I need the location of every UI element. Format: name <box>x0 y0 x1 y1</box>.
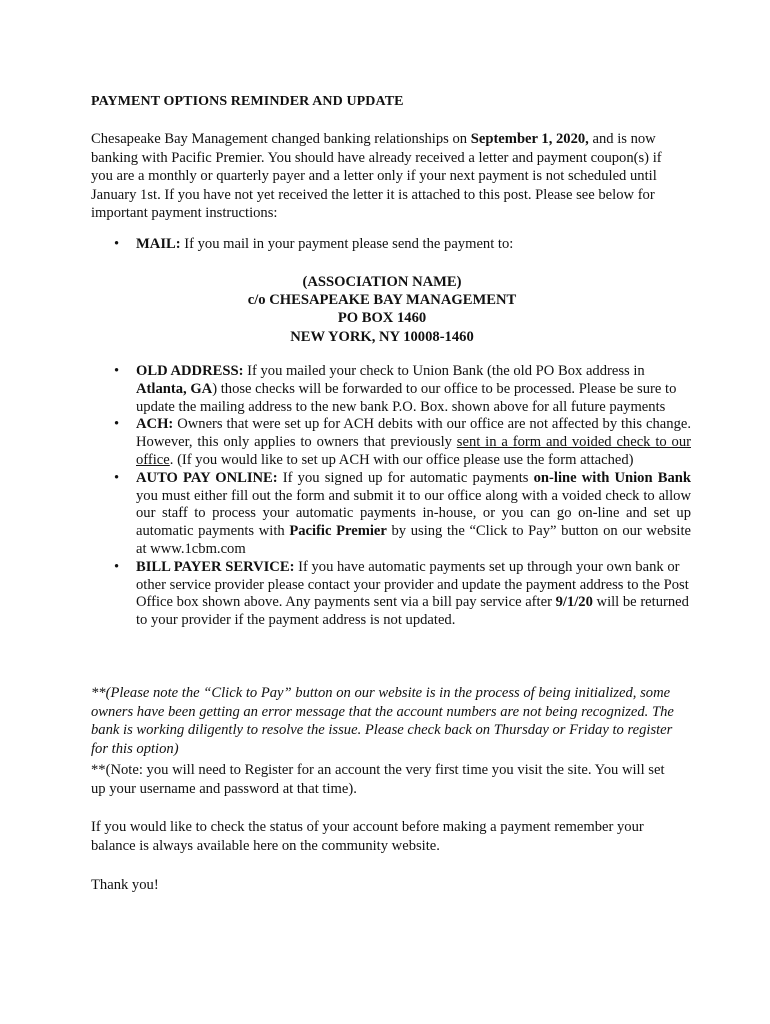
document-title: PAYMENT OPTIONS REMINDER AND UPDATE <box>91 94 404 109</box>
old-address-text-2: ) those checks will be forwarded to our office to be processed. Please be sure to update the mailing address to the new bank P.O. Box. shown above for all future payments <box>136 380 677 415</box>
intro-date: September 1, 2020, <box>470 131 589 147</box>
note-text: (Please note the “Click to Pay” button on our website is in the process of being initialized, some owners have been getting an error message that the account numbers are not being recognized. The bank is working diligently to resolve the issue. Please check back on Thursday or Friday to register for this option) <box>91 685 674 757</box>
mail-text: If you mail in your payment please send the payment to: <box>180 236 514 252</box>
old-address-label: OLD ADDRESS: <box>136 363 244 379</box>
ach-label: ACH: <box>136 416 174 433</box>
bullet-dot: • <box>114 558 120 575</box>
bullet-dot: • <box>114 363 120 379</box>
bullet-dot: • <box>114 416 120 433</box>
mail-bullet <box>91 236 691 254</box>
intro-paragraph <box>91 130 681 223</box>
status-paragraph: If you would like to check the status of your account before making a payment remember your balance is always available here on the community website. <box>91 819 644 854</box>
auto-pay-bullet <box>91 470 691 559</box>
bill-payer-text-1: If you have automatic payments set up through your own bank or other service provider please contact your provider and update the payment address to the Post Office box shown above. Any payments sent via a bill pay service after <box>136 558 689 611</box>
ach-bullet <box>91 416 691 469</box>
address-line-4: NEW YORK, NY 10008-1460 <box>290 328 474 345</box>
payment-options-list <box>91 363 691 630</box>
thank-you: Thank you! <box>91 877 159 893</box>
auto-pay-text-1: If you signed up for automatic payments <box>277 469 534 486</box>
address-line-3: PO BOX 1460 <box>337 310 427 327</box>
bill-payer-label: BILL PAYER SERVICE: <box>136 558 295 575</box>
ach-text-1: Owners that were set up for ACH debits with our office are not affected by this change. However, this only applies to owners that previously <box>136 416 691 451</box>
auto-pay-bank: on-line with Union Bank <box>533 469 691 486</box>
intro-text-2: and is now banking with Pacific Premier. You should have already received a letter and payment coupon(s) if you are a monthly or quarterly payer and a letter only if your next payment is not scheduled until January 1st. If you have not yet received the letter it is attached to this post. Please see below for important payment instructions: <box>91 131 662 222</box>
old-address-location: Atlanta, GA <box>136 380 213 397</box>
ach-text-2: . (If you would like to set up ACH with our office please use the form attached) <box>169 451 634 468</box>
bill-payer-text-2: will be returned to your provider if the payment address is not updated. <box>136 594 689 629</box>
click-to-pay-note <box>91 684 681 758</box>
address-line-1: (ASSOCIATION NAME) <box>302 274 462 290</box>
bill-payer-date: 9/1/20 <box>555 594 593 611</box>
auto-pay-text-3: by using the “Click to Pay” button on our website at www.1cbm.com <box>136 523 691 557</box>
auto-pay-label: AUTO PAY ONLINE: <box>136 469 278 486</box>
ach-form-link[interactable]: sent in a form and voided check to our office <box>136 434 691 468</box>
mail-list <box>91 236 691 254</box>
bullet-dot: • <box>114 236 120 252</box>
address-line-2: c/o CHESAPEAKE BAY MANAGEMENT <box>247 292 517 309</box>
note-stars: ** <box>91 685 106 701</box>
register-note: **(Note: you will need to Register for an account the very first time you visit the site. You will set up your username and password at that time). <box>91 762 665 797</box>
auto-pay-premier: Pacific Premier <box>289 523 387 540</box>
intro-text-1: Chesapeake Bay Management changed banking relationships on <box>91 131 471 147</box>
mail-label: MAIL: <box>136 236 181 252</box>
auto-pay-text-2: you must either fill out the form and submit it to our office along with a voided check to allow our staff to process your automatic payments in-house, or you can go on-line and set up automatic payments with <box>136 487 691 540</box>
bullet-dot: • <box>114 469 120 486</box>
old-address-bullet <box>91 363 691 416</box>
mailing-address <box>91 273 673 346</box>
bill-payer-bullet <box>91 559 691 630</box>
old-address-text-1: If you mailed your check to Union Bank (the old PO Box address in <box>243 363 645 379</box>
